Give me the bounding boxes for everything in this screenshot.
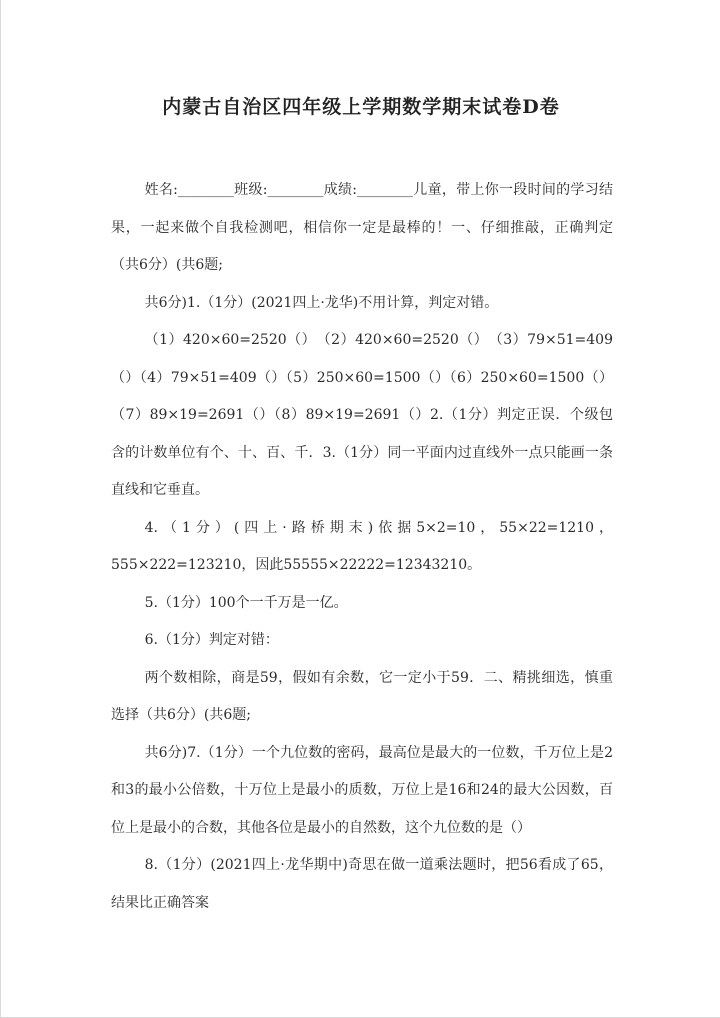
paragraph-q4: 4.（1分）(四上·路桥期末)依据5×2=10，55×22=1210，555×222=123210，因此55555×22222=12343210。 (111, 519, 613, 573)
document-body (111, 172, 613, 922)
document-title: 内蒙古自治区四年级上学期数学期末试卷D卷 (162, 96, 560, 118)
paragraph-q8: 8.（1分）(2021四上·龙华期中)奇思在做一道乘法题时，把56看成了65，结果比正确答案 (111, 857, 613, 911)
paragraph-intro: 姓名:________班级:________成绩:________儿童，带上你一段时间的学习结果，一起来做个自我检测吧，相信你一定是最棒的！一、仔细推敲，正确判定（共6分）(共6题; (111, 182, 613, 273)
paragraph-q6-header: 6.（1分）判定对错： (144, 632, 279, 648)
paragraph-q7: 共6分)7.（1分）一个九位数的密码，最高位是最大的一位数，千万位上是2和3的最小公倍数，十万位上是最小的质数，万位上是16和24的最大公因数，百位上是最小的合数，其他各位是最小的自然数，这个九位数的是（） (111, 744, 613, 836)
paragraph-q1-header: 共6分)1.（1分）(2021四上·龙华)不用计算，判定对错。 (144, 294, 499, 311)
paragraph-q5: 5.（1分）100个一千万是一亿。 (144, 594, 348, 611)
paragraph-q1-items: （1）420×60=2520（） （2）420×60=2520（） （3）79×51=409（）（4）79×51=409（）（5）250×60=1500（）（6）250×60=1500（）（7）89×19=2691（）（8）89×19=2691（）2.（1分）判定正误．个级包含的计数单位有个、十、百、千．3.（1分）同一平面内过直线外一点只能画一条直线和它垂直。 (111, 332, 613, 498)
paragraph-q6-body: 两个数相除，商是59，假如有余数，它一定小于59．二、精挑细选，慎重选择（共6分）(共6题; (111, 669, 613, 723)
